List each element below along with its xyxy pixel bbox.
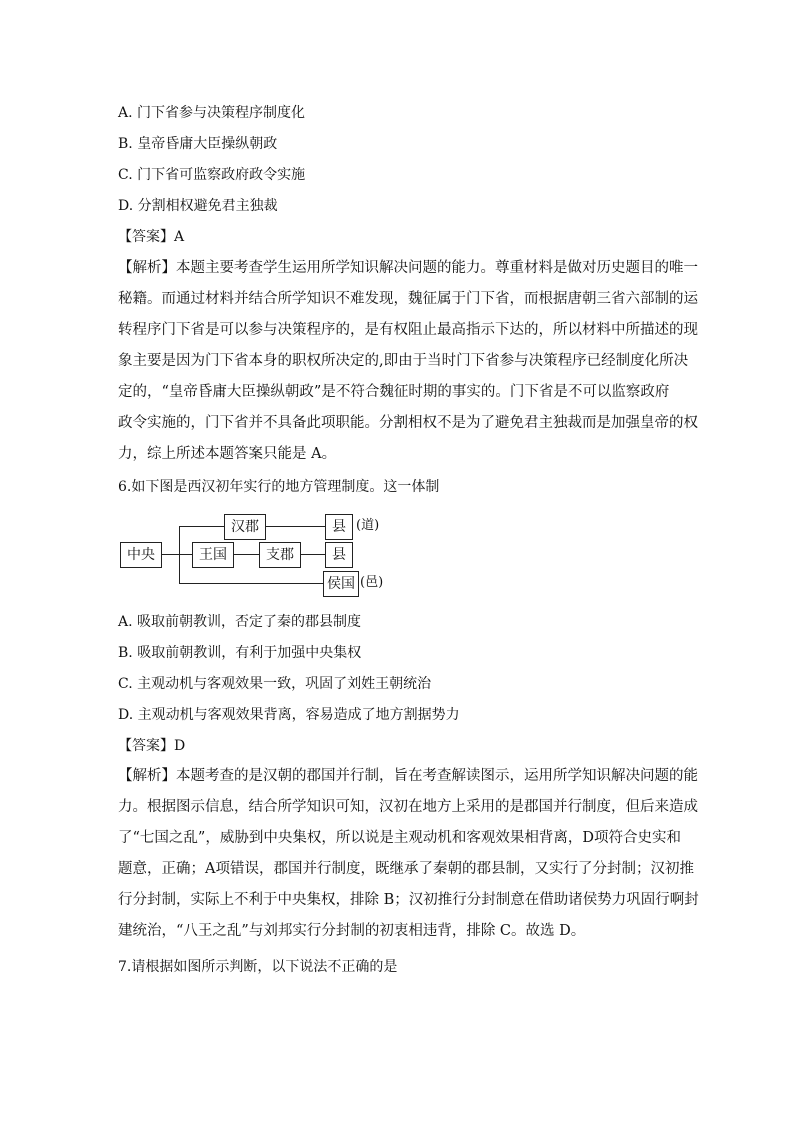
q6-analysis-line: 力。根据图示信息，结合所学知识可知，汉初在地方上采用的是郡国并行制度，但后来造成 xyxy=(118,799,698,815)
zhijun-box: 支郡 xyxy=(259,542,301,568)
connector-line xyxy=(233,554,259,555)
connector-line xyxy=(179,583,323,584)
hanjun-box: 汉郡 xyxy=(224,514,266,540)
q6-analysis-line: 题意，正确；A项错误，郡国并行制度，既继承了秦朝的郡县制，又实行了分封制；汉初推 xyxy=(118,861,694,877)
western-han-admin-diagram xyxy=(118,508,398,602)
wangguo-box: 王国 xyxy=(192,542,234,568)
connector-line xyxy=(265,526,325,527)
q5-analysis-line: 政令实施的，门下省并不具备此项职能。分割相权不是为了避免君主独裁而是加强皇帝的权 xyxy=(118,415,698,431)
q6-option-c: C. 主观动机与客观效果一致，巩固了刘姓王朝统治 xyxy=(118,676,432,692)
connector-line xyxy=(179,554,192,555)
q5-option-d: D. 分割相权避免君主独裁 xyxy=(118,198,278,214)
connector-line xyxy=(300,554,325,555)
q5-analysis-line: 【解析】本题主要考查学生运用所学知识解决问题的能力。尊重材料是做对历史题目的唯一 xyxy=(118,260,698,276)
q5-answer: 【答案】A xyxy=(118,229,185,245)
q5-analysis-line: 定的，“皇帝昏庸大臣操纵朝政”是不符合魏征时期的事实的。门下省是不可以监察政府 xyxy=(118,384,670,400)
q6-stem: 6.如下图是西汉初年实行的地方管理制度。这一体制 xyxy=(118,479,440,495)
houguo-box: 侯国 xyxy=(323,571,359,597)
q5-option-b: B. 皇帝昏庸大臣操纵朝政 xyxy=(118,136,278,152)
q6-analysis xyxy=(118,761,699,947)
q7-stem: 7.请根据如图所示判断，以下说法不正确的是 xyxy=(118,959,398,975)
houguo-note: (邑) xyxy=(360,575,384,590)
q6-answer: 【答案】D xyxy=(118,738,186,754)
q5-analysis-line: 转程序门下省是可以参与决策程序的，是有权阻止最高指示下达的，所以材料中所描述的现 xyxy=(118,322,698,338)
q6-option-d: D. 主观动机与客观效果背离，容易造成了地方割据势力 xyxy=(118,707,460,723)
q6-option-a: A. 吸取前朝教训，否定了秦的郡县制度 xyxy=(118,614,362,630)
q5-analysis-line: 象主要是因为门下省本身的职权所决定的,即由于当时门下省参与决策程序已经制度化所决 xyxy=(118,353,689,369)
q5-option-a: A. 门下省参与决策程序制度化 xyxy=(118,105,306,121)
central-box: 中央 xyxy=(120,542,162,568)
q6-analysis-line: 了“七国之乱”，威胁到中央集权，所以说是主观动机和客观效果相背离，D项符合史实和 xyxy=(118,830,681,846)
county-note: (道) xyxy=(356,518,380,533)
county-box: 县 xyxy=(325,514,353,540)
connector-line xyxy=(179,526,224,527)
q5-analysis-line: 力，综上所述本题答案只能是 A。 xyxy=(118,446,337,462)
connector-line xyxy=(161,554,179,555)
county-box-2: 县 xyxy=(325,542,353,568)
q6-analysis-line: 建统治，“八王之乱”与刘邦实行分封制的初衷相违背，排除 C。故选 D。 xyxy=(118,923,586,939)
q5-analysis-line: 秘籍。而通过材料并结合所学知识不难发现，魏征属于门下省，而根据唐朝三省六部制的运 xyxy=(118,291,698,307)
q6-analysis-line: 【解析】本题考查的是汉朝的郡国并行制，旨在考查解读图示，运用所学知识解决问题的能 xyxy=(118,768,698,784)
q6-analysis-line: 行分封制，实际上不利于中央集权，排除 B；汉初推行分封制意在借助诸侯势力巩固行啊封 xyxy=(118,892,699,908)
q5-analysis xyxy=(118,253,698,470)
q5-option-c: C. 门下省可监察政府政令实施 xyxy=(118,167,306,183)
q6-option-b: B. 吸取前朝教训，有利于加强中央集权 xyxy=(118,645,362,661)
